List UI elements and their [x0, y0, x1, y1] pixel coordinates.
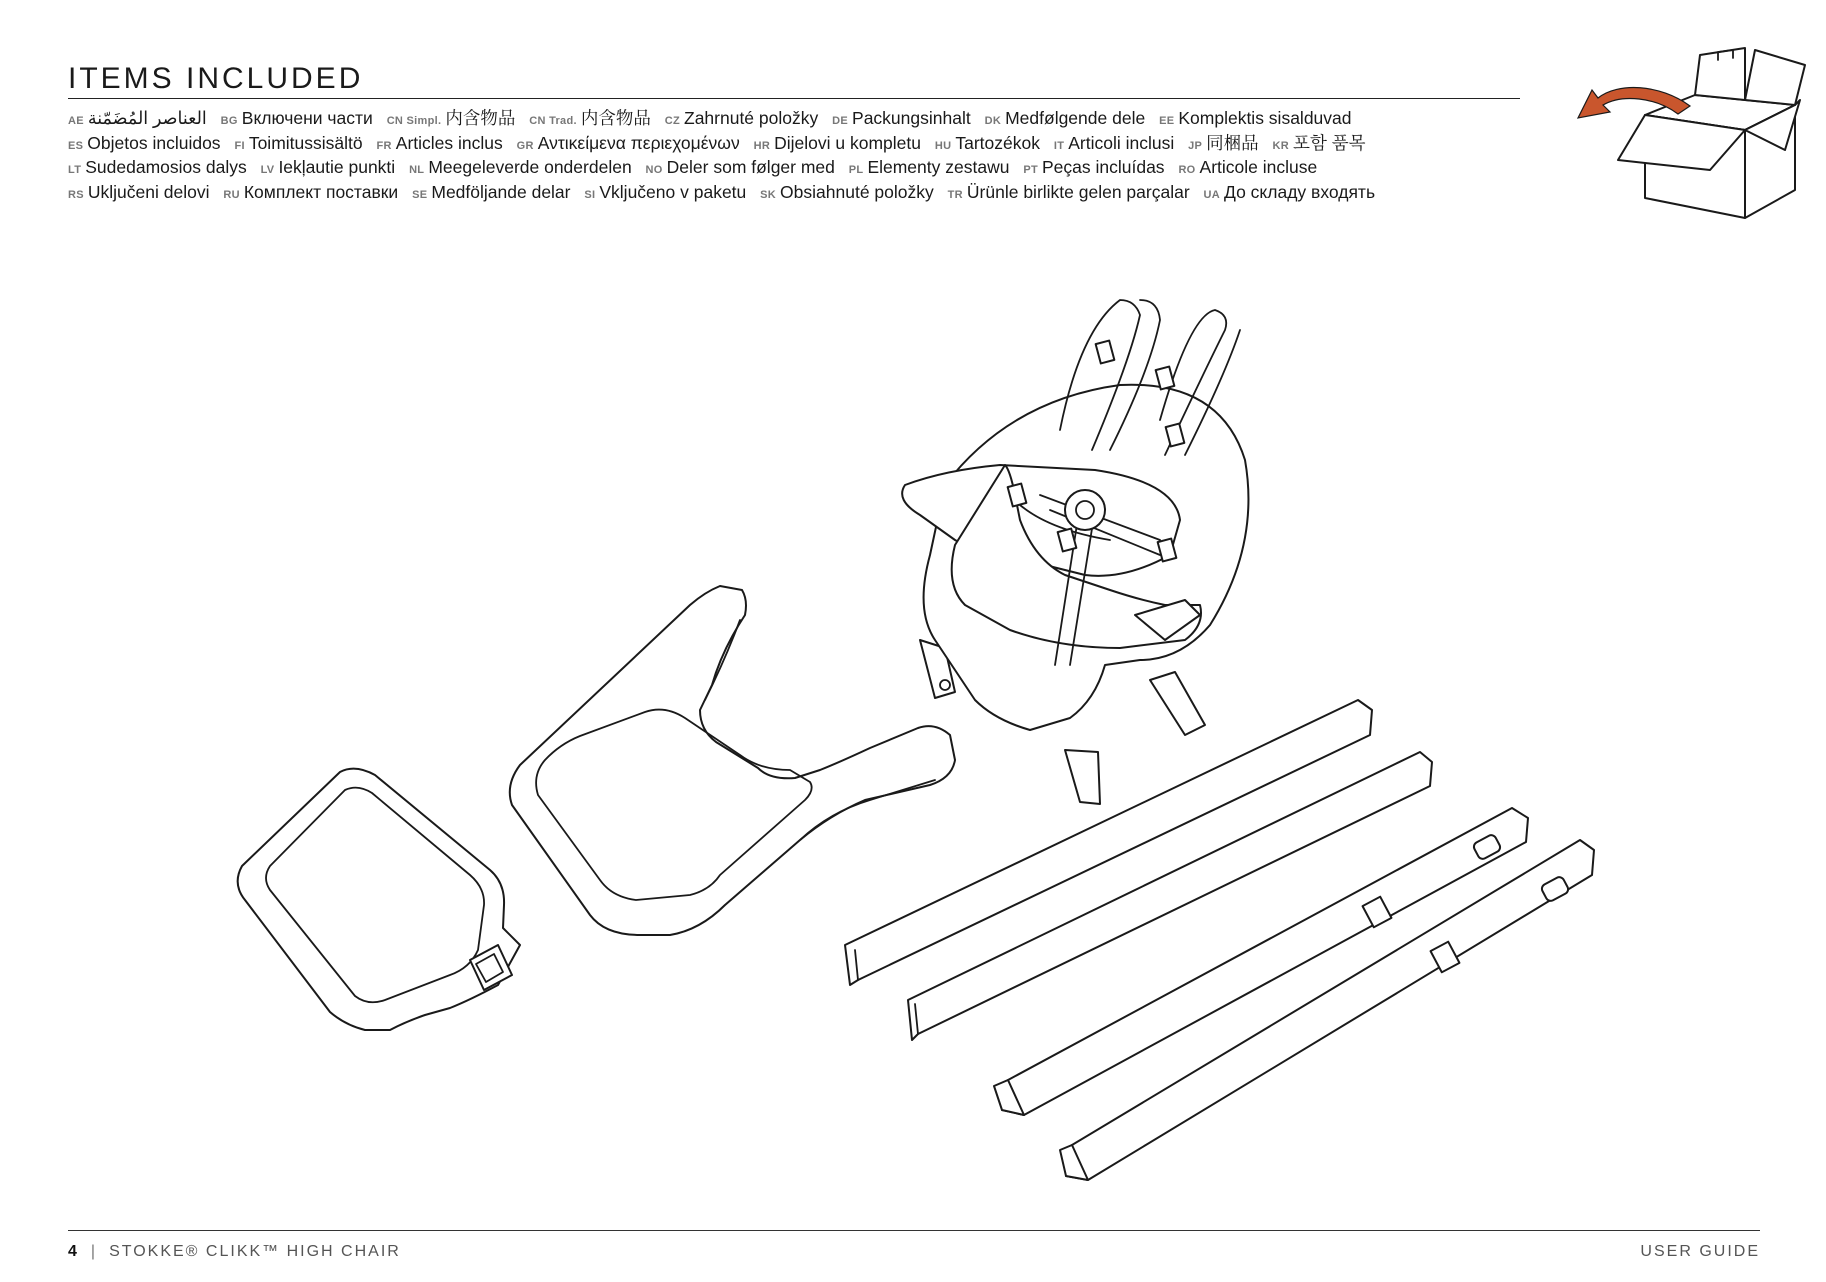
language-code: PL — [848, 164, 864, 177]
language-text: Включени части — [241, 108, 373, 128]
language-text: Toimitussisältö — [248, 132, 363, 153]
tray-insert-illustration — [238, 769, 520, 1030]
language-code: TR — [947, 188, 963, 201]
language-code: SI — [584, 188, 596, 201]
language-code: GR — [516, 139, 534, 152]
open-box-icon — [1618, 48, 1805, 218]
language-code: DK — [984, 115, 1002, 127]
language-code: CN Trad. — [529, 115, 577, 127]
language-code: RO — [1178, 164, 1196, 177]
page-title: ITEMS INCLUDED — [68, 62, 364, 95]
language-code: SE — [412, 188, 428, 201]
language-text: العناصر المُضَمّنة — [87, 108, 207, 128]
language-code: LT — [68, 164, 82, 177]
language-text: Tartozékok — [955, 132, 1040, 153]
product-name: STOKKE® CLIKK™ HIGH CHAIR — [109, 1243, 401, 1260]
language-text: 포함 품목 — [1293, 132, 1366, 153]
language-text: Sudedamosios dalys — [85, 157, 247, 178]
language-text: Uključeni delovi — [87, 181, 210, 202]
language-text: 内含物品 — [445, 108, 516, 128]
seat-illustration — [902, 300, 1248, 804]
page-number: 4 — [68, 1243, 79, 1260]
language-text: Deler som følger med — [666, 157, 835, 178]
footer-rule — [68, 1230, 1760, 1231]
language-code: BG — [220, 115, 238, 127]
language-text: Комплект поставки — [243, 181, 399, 202]
language-code: HR — [753, 139, 771, 152]
language-code: SK — [760, 188, 777, 201]
language-code: IT — [1053, 139, 1065, 152]
language-code: AE — [68, 115, 84, 127]
legs-illustration — [845, 700, 1594, 1180]
language-text: Articoli inclusi — [1068, 132, 1175, 153]
language-code: RU — [223, 188, 240, 201]
language-code: CZ — [664, 115, 680, 127]
language-text: Peças incluídas — [1041, 157, 1165, 178]
language-code: FI — [234, 139, 245, 152]
language-text: Elementy zestawu — [867, 157, 1010, 178]
language-code: LV — [260, 164, 275, 177]
language-code: ES — [68, 139, 84, 152]
language-code: KR — [1272, 139, 1290, 152]
language-text: Iekļautie punkti — [278, 157, 396, 178]
footer-product — [68, 1243, 401, 1261]
language-code: PT — [1023, 164, 1038, 177]
language-text: До складу входять — [1224, 181, 1376, 202]
language-code: CN Simpl. — [386, 115, 442, 127]
language-code: HU — [934, 139, 952, 152]
language-text: Articles inclus — [395, 132, 503, 153]
language-text: Meegeleverde onderdelen — [428, 157, 632, 178]
language-code: FR — [376, 139, 392, 152]
language-text: Medfølgende dele — [1005, 108, 1146, 128]
language-text: 同梱品 — [1206, 132, 1259, 153]
language-text: Αντικείμενα περιεχομένων — [537, 132, 740, 153]
language-code: NO — [645, 164, 663, 177]
language-text: Dijelovi u kompletu — [774, 132, 921, 153]
language-text: 内含物品 — [580, 108, 651, 128]
language-text: Articole incluse — [1199, 157, 1318, 178]
language-text: Obsiahnuté položky — [780, 181, 934, 202]
language-code: RS — [68, 188, 84, 201]
language-text: Medföljande delar — [431, 181, 571, 202]
language-code: UA — [1203, 188, 1221, 201]
language-code: EE — [1159, 115, 1175, 127]
language-text: Zahrnuté položky — [684, 108, 819, 128]
language-text: Vključeno v paketu — [599, 181, 747, 202]
footer-separator: | — [90, 1243, 98, 1260]
language-text: Objetos incluidos — [87, 132, 221, 153]
language-code: NL — [409, 164, 425, 177]
language-code: JP — [1188, 139, 1203, 152]
language-text: Packungsinhalt — [852, 108, 971, 128]
language-code: DE — [832, 115, 849, 127]
footer-guide-label: USER GUIDE — [1640, 1243, 1760, 1260]
language-text: Ürünle birlikte gelen parçalar — [966, 181, 1190, 202]
tray-illustration — [510, 586, 955, 935]
language-text: Komplektis sisalduvad — [1178, 108, 1352, 128]
